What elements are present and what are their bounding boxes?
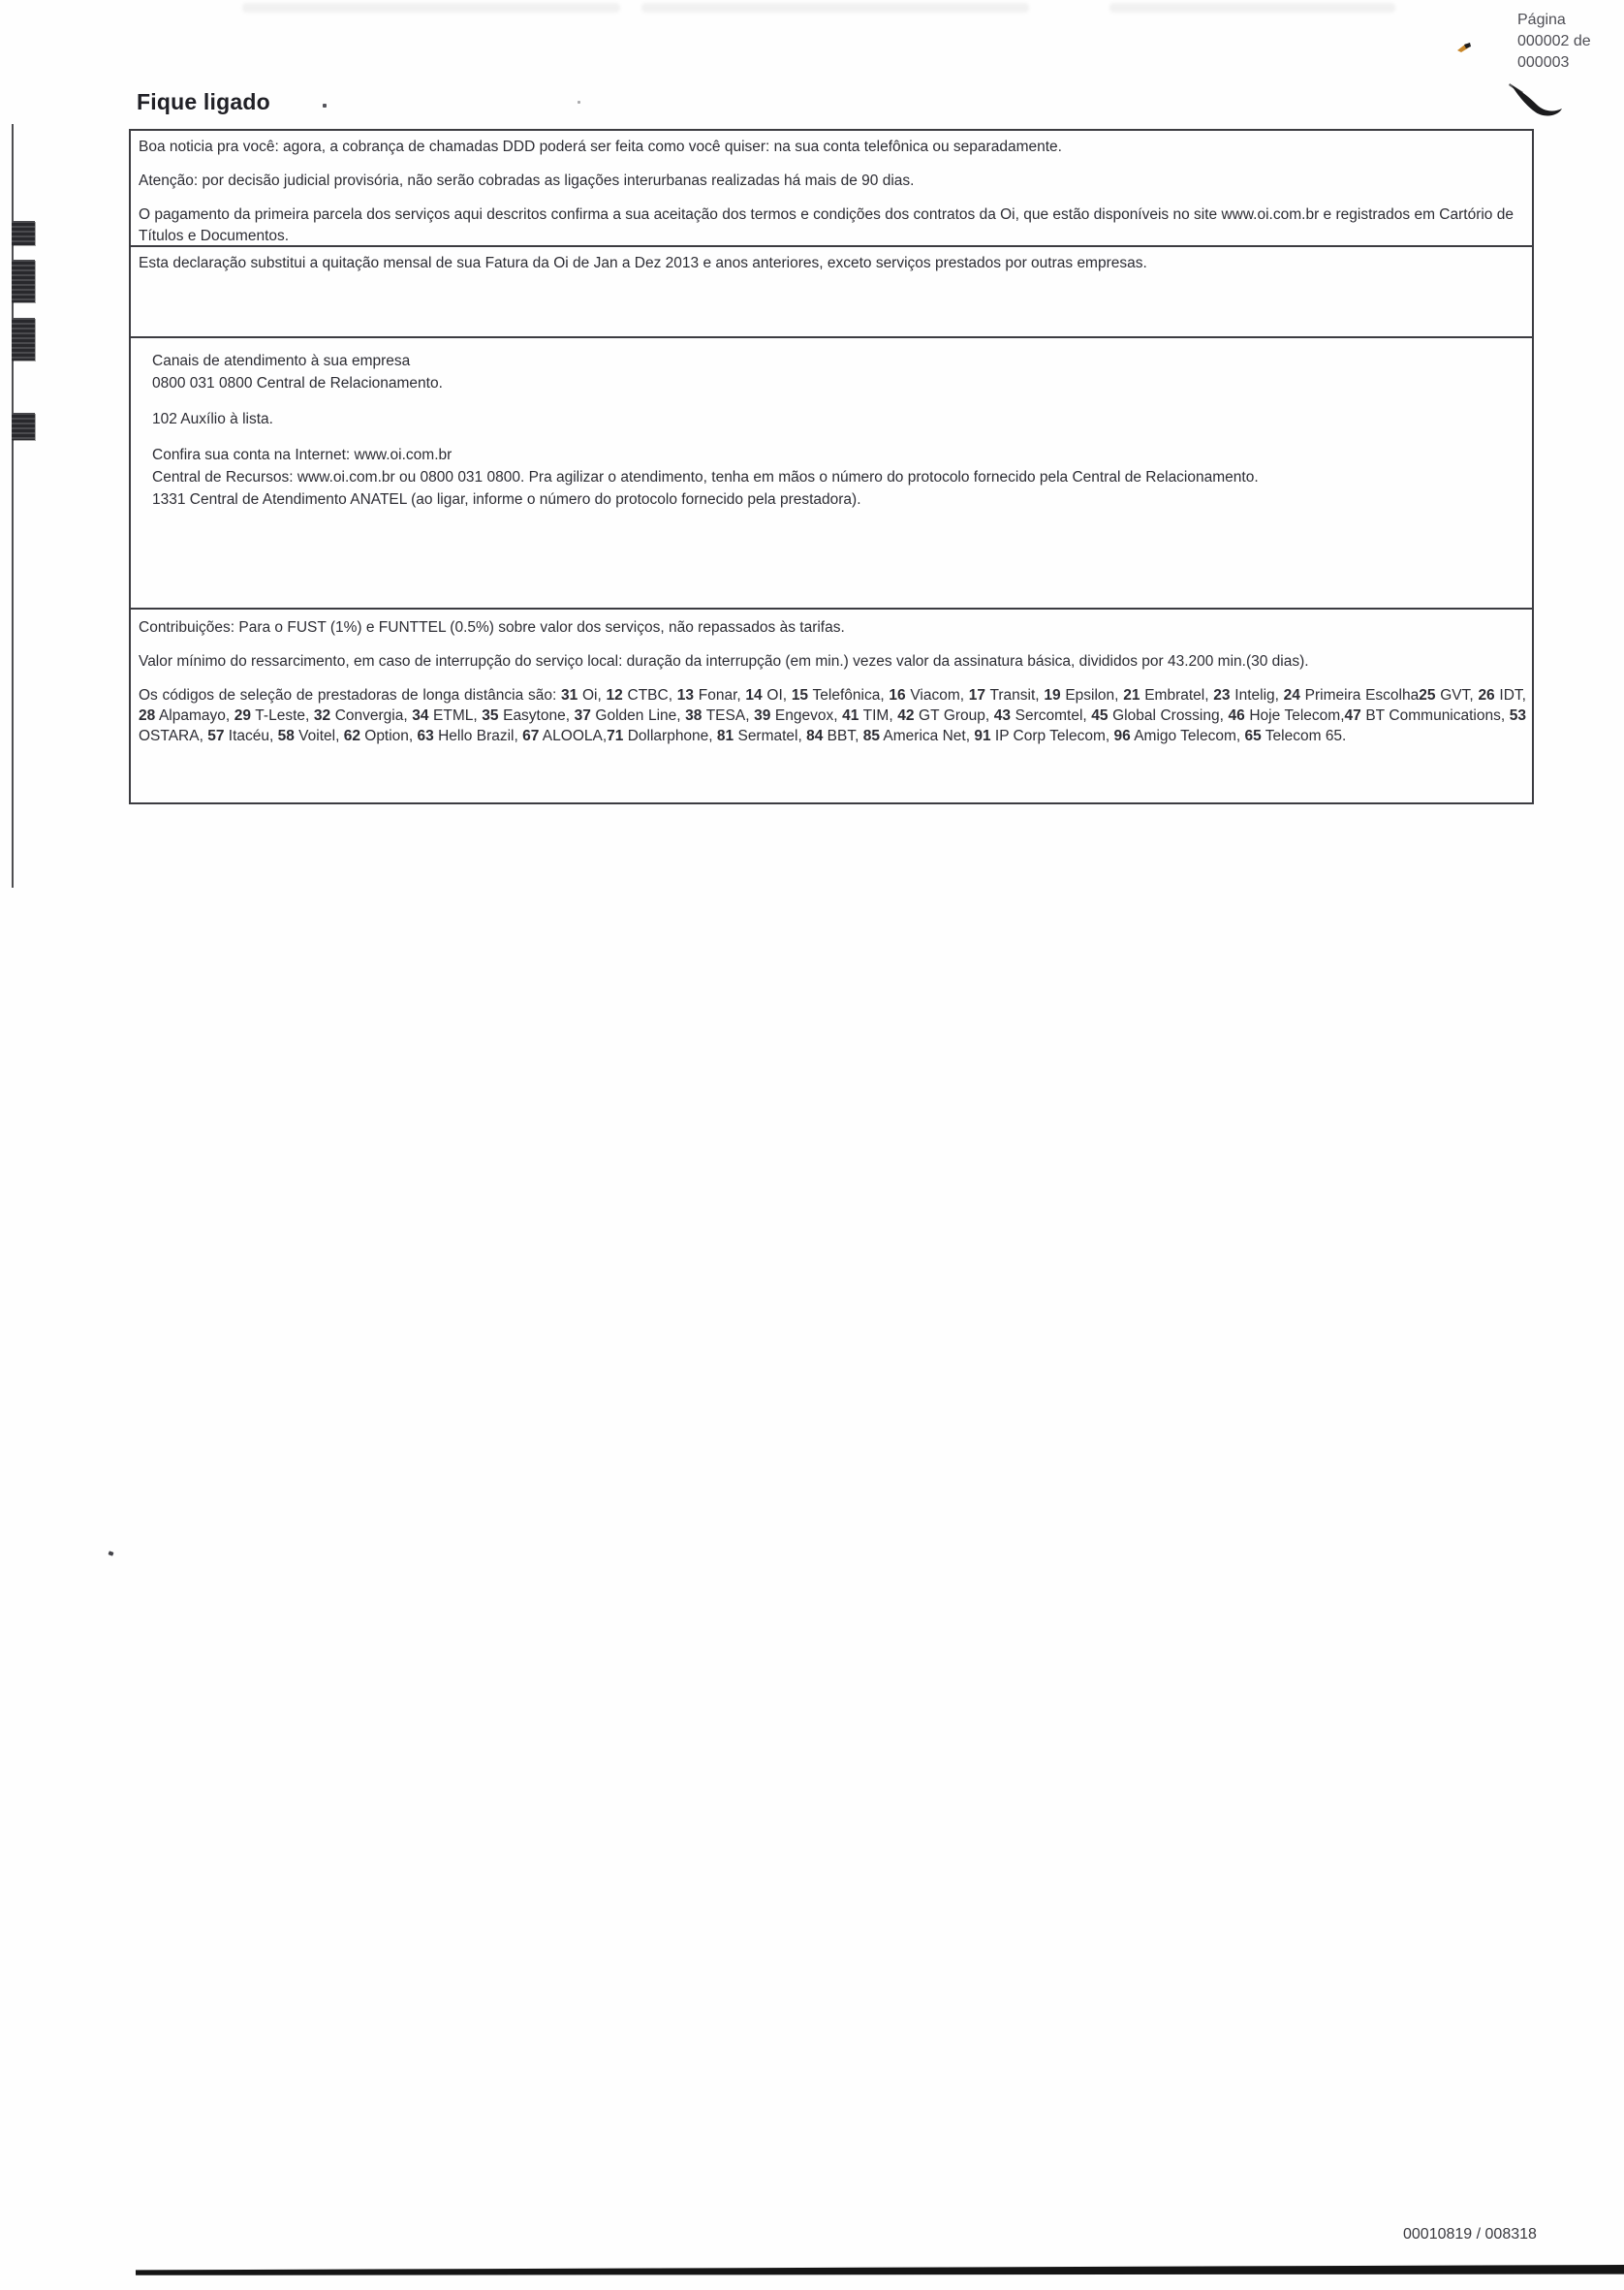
- notice-declaration: Esta declaração substitui a quitação mensal de sua Fatura da Oi de Jan a Dez 2013 e anos anteriores, exceto serviços prestados por outras empresas.: [139, 255, 1147, 271]
- ink-speck: [578, 101, 580, 104]
- ink-speck: [108, 1551, 113, 1555]
- channels-title: Canais de atendimento à sua empresa: [152, 353, 411, 369]
- binder-mark: [12, 260, 35, 302]
- notice-first-installment: O pagamento da primeira parcela dos serviços aqui descritos confirma a sua aceitação dos termos e condições dos contratos da Oi, que estão disponíveis no site www.oi.com.br e registrados em Cartório de Títulos e Documentos.: [139, 206, 1514, 244]
- declaration-section: [131, 245, 1532, 336]
- binder-mark: [12, 413, 35, 440]
- document-code: 00010819 / 008318: [1403, 2226, 1537, 2243]
- channels-resources: Central de Recursos: www.oi.com.br ou 0800 031 0800. Pra agilizar o atendimento, tenha em mãos o número do protocolo fornecido pela Central de Relacionamento.: [152, 469, 1259, 486]
- notice-judicial-decision: Atenção: por decisão judicial provisória, não serão cobradas as ligações interurbanas realizadas há mais de 90 dias.: [139, 173, 915, 189]
- page-number-block: [1517, 10, 1624, 74]
- general-notices-section: [131, 131, 1532, 245]
- channels-directory-assistance: 102 Auxílio à lista.: [152, 411, 273, 427]
- page-label: Página: [1517, 12, 1566, 28]
- pen-swoosh-mark: [1508, 81, 1570, 122]
- legal-contributions: Contribuições: Para o FUST (1%) e FUNTTEL (0.5%) sobre valor dos serviços, não repassados às tarifas.: [139, 619, 845, 636]
- binder-mark: [12, 221, 35, 245]
- scan-bottom-edge: [136, 2265, 1624, 2276]
- page-current: 000002 de: [1517, 33, 1591, 49]
- scan-smudge: [242, 3, 620, 13]
- channels-internet: Confira sua conta na Internet: www.oi.com.br: [152, 447, 453, 463]
- channels-phone: 0800 031 0800 Central de Relacionamento.: [152, 375, 443, 392]
- legal-refund-minimum: Valor mínimo do ressarcimento, em caso de interrupção do serviço local: duração da interrupção (em min.) vezes valor da assinatura básica, divididos por 43.200 min.(30 dias).: [139, 653, 1309, 670]
- legal-notes-section: [131, 608, 1532, 802]
- page-total: 000003: [1517, 54, 1570, 71]
- scan-smudge: [641, 3, 1029, 13]
- binder-mark: [12, 318, 35, 361]
- ink-speck: [323, 104, 327, 108]
- channels-anatel: 1331 Central de Atendimento ANATEL (ao ligar, informe o número do protocolo fornecido pela prestadora).: [152, 491, 861, 508]
- notice-box: [129, 129, 1534, 804]
- carrier-codes-paragraph: Os códigos de seleção de prestadoras de longa distância são: 31 Oi, 12 CTBC, 13 Fonar, 14 OI, 15 Telefônica, 16 Viacom, 17 Transit, 19 Epsilon, 21 Embratel, 23 Intelig, 24 Primeira Escolha25 GVT, 26 IDT, 28 Alpamayo, 29 T-Leste, 32 Convergia, 34 ETML, 35 Easytone, 37 Golden Line, 38 TESA, 39 Engevox, 41 TIM, 42 GT Group, 43 Sercomtel, 45 Global Crossing, 46 Hoje Telecom,47 BT Communications, 53 OSTARA, 57 Itacéu, 58 Voitel, 62 Option, 63 Hello Brazil, 67 ALOOLA,71 Dollarphone, 81 Sermatel, 84 BBT, 85 America Net, 91 IP Corp Telecom, 96 Amigo Telecom, 65 Telecom 65.: [139, 687, 1526, 744]
- page-title: Fique ligado: [137, 89, 270, 114]
- service-channels-section: [131, 336, 1532, 608]
- pen-fleck-mark: [1456, 41, 1474, 56]
- scan-smudge: [1109, 3, 1395, 13]
- notice-ddd-billing: Boa noticia pra você: agora, a cobrança de chamadas DDD poderá ser feita como você quiser: na sua conta telefônica ou separadamente.: [139, 139, 1062, 155]
